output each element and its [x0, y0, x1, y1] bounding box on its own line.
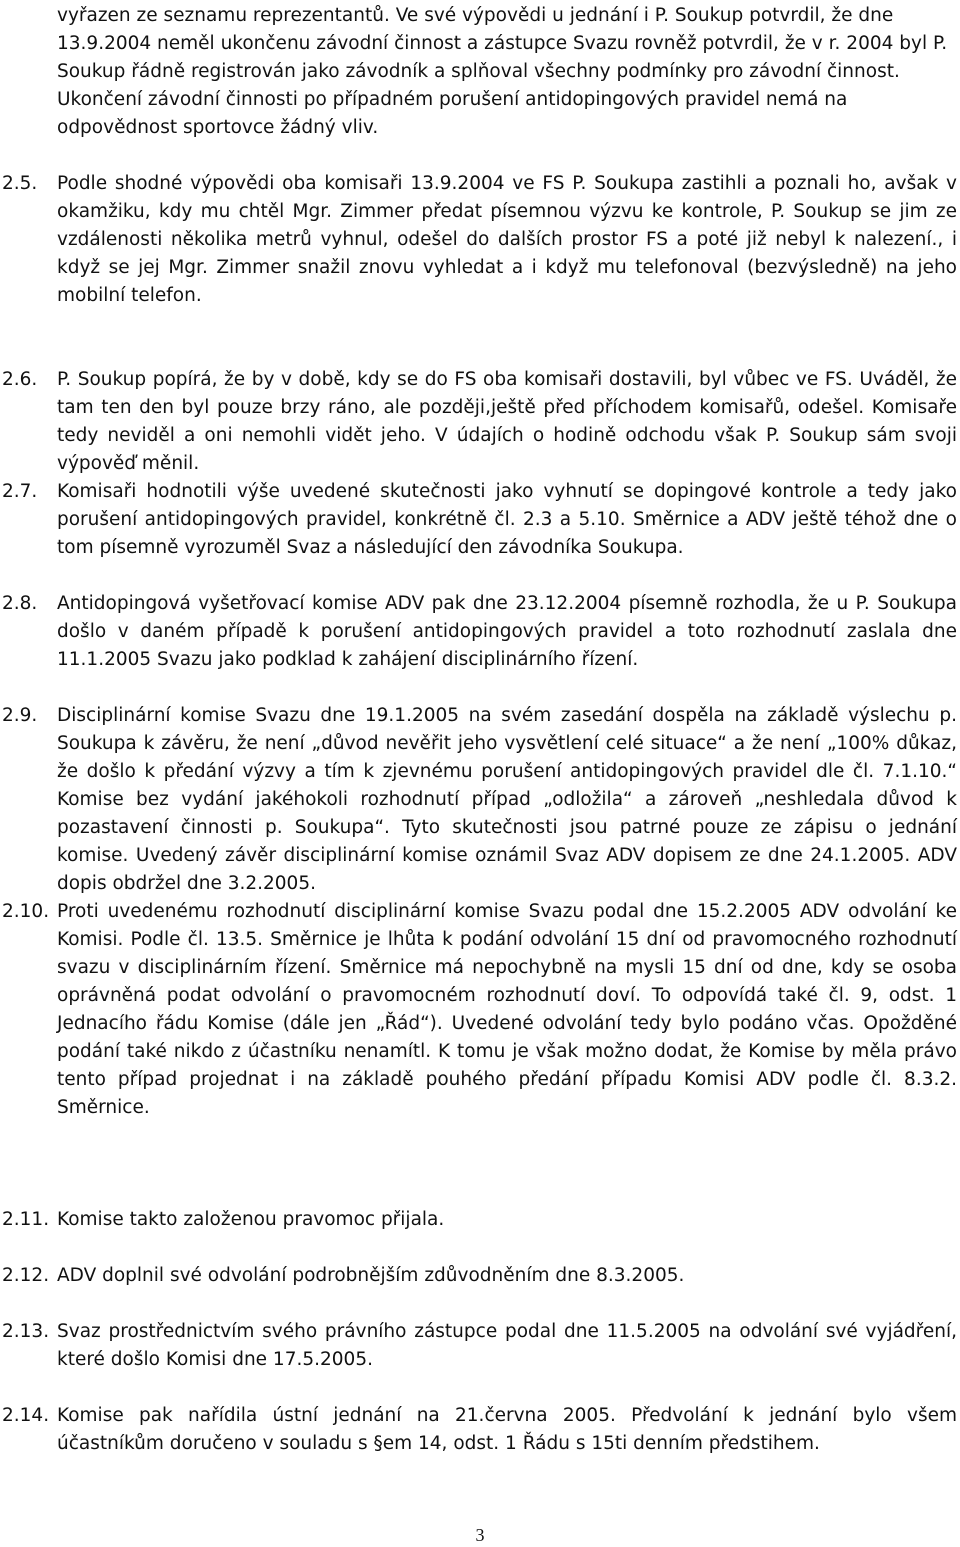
item-number: 2.12. — [2, 1265, 50, 1286]
item-number: 2.14. — [2, 1405, 50, 1426]
item-text: Proti uvedenému rozhodnutí disciplinární komise Svazu podal dne 15.2.2005 ADV odvolání ke Komisi. Podle čl. 13.5. Směrnice je lhůta k podání odvolání 15 dní od pravomocného rozhodnutí svazu v disciplinárním řízení. Směrnice má nepochybně na mysli 15 dní od dne, kdy se osoba oprávněná podat odvolání o pravomocném rozhodnutí doví. To odpovídá také čl. 9, odst. 1 Jednacího řádu Komise (dále jen „Řád“). Uvedené odvolání tedy bylo podáno včas. Opožděné podání také nikdo z účastníku nenamítl. K tomu je však možno dodat, že Komise by měla právo tento případ projednat i na základě pouhého předání případu Komisi ADV podle čl. 8.3.2. Směrnice. — [57, 901, 957, 1118]
item-number: 2.5. — [2, 173, 38, 194]
item-number: 2.6. — [2, 369, 38, 390]
item-text: Antidopingová vyšetřovací komise ADV pak dne 23.12.2004 písemně rozhodla, že u P. Soukupa došlo v daném případě k porušení antidopingových pravidel a toto rozhodnutí zaslala dne 11.1.2005 Svazu jako podklad k zahájení disciplinárního řízení. — [57, 593, 957, 670]
item-number: 2.9. — [2, 705, 38, 726]
page-number: 3 — [475, 1525, 485, 1545]
item-number: 2.7. — [2, 481, 38, 502]
item-number: 2.13. — [2, 1321, 50, 1342]
item-text: Komise takto založenou pravomoc přijala. — [57, 1209, 445, 1230]
item-text: ADV doplnil své odvolání podrobnějším zdůvodněním dne 8.3.2005. — [57, 1265, 685, 1286]
item-text: Komise pak nařídila ústní jednání na 21.června 2005. Předvolání k jednání bylo všem účastníkům doručeno v souladu s §em 14, odst. 1 Řádu s 15ti denním předstihem. — [57, 1405, 957, 1454]
item-number: 2.10. — [2, 901, 50, 922]
intro-paragraph: vyřazen ze seznamu reprezentantů. Ve své výpovědi u jednání i P. Soukup potvrdil, že dne 13.9.2004 neměl ukončenu závodní činnost a zástupce Svazu rovněž potvrdil, že v r. 2004 byl P. Soukup řádně registrován jako závodník a splňoval všechny podmínky pro závodní činnost. Ukončení závodní činnosti po případném porušení antidopingových pravidel nemá na odpovědnost sportovce žádný vliv. — [57, 5, 948, 138]
item-text: Podle shodné výpovědi oba komisaři 13.9.2004 ve FS P. Soukupa zastihli a poznali ho, avšak v okamžiku, kdy mu chtěl Mgr. Zimmer předat písemnou výzvu ke kontrole, P. Soukup se jim ze vzdálenosti několika metrů vyhnul, odešel do dalších prostor FS a poté již nebyl k nalezení., i když se jej Mgr. Zimmer snažil znovu vyhledat a i když mu telefonoval (bezvýsledně) na jeho mobilní telefon. — [57, 173, 957, 306]
item-text: P. Soukup popírá, že by v době, kdy se do FS oba komisaři dostavili, byl vůbec ve FS. Uváděl, že tam ten den byl pouze brzy ráno, ale později,ještě před příchodem komisařů, odešel. Komisaře tedy neviděl a oni nemohli vidět jeho. V údajích o hodině odchodu však P. Soukup sám svoji výpověď měnil. — [57, 369, 957, 474]
item-text: Svaz prostřednictvím svého právního zástupce podal dne 11.5.2005 na odvolání své vyjádření, které došlo Komisi dne 17.5.2005. — [57, 1321, 957, 1370]
item-number: 2.8. — [2, 593, 38, 614]
item-text: Disciplinární komise Svazu dne 19.1.2005 na svém zasedání dospěla na základě výslechu p. Soukupa k závěru, že není „důvod nevěřit jeho vysvětlení celé situace“ a že není „100% důkaz, že došlo k předání výzvy a tím k zjevnému porušení antidopingových pravidel dle čl. 7.1.10.“ Komise bez vydání jakéhokoli rozhodnutí případ „odložila“ a zároveň „neshledala důvod k pozastavení činnosti p. Soukupa“. Tyto skutečnosti jsou patrné pouze ze zápisu o jednání komise. Uvedený závěr disciplinární komise oznámil Svaz ADV dopisem ze dne 24.1.2005. ADV dopis obdržel dne 3.2.2005. — [57, 705, 957, 894]
item-number: 2.11. — [2, 1209, 50, 1230]
item-text: Komisaři hodnotili výše uvedené skutečnosti jako vyhnutí se dopingové kontrole a tedy jako porušení antidopingových pravidel, konkrétně čl. 2.3 a 5.10. Směrnice a ADV ještě téhož dne o tom písemně vyrozuměl Svaz a následující den závodníka Soukupa. — [57, 481, 957, 558]
